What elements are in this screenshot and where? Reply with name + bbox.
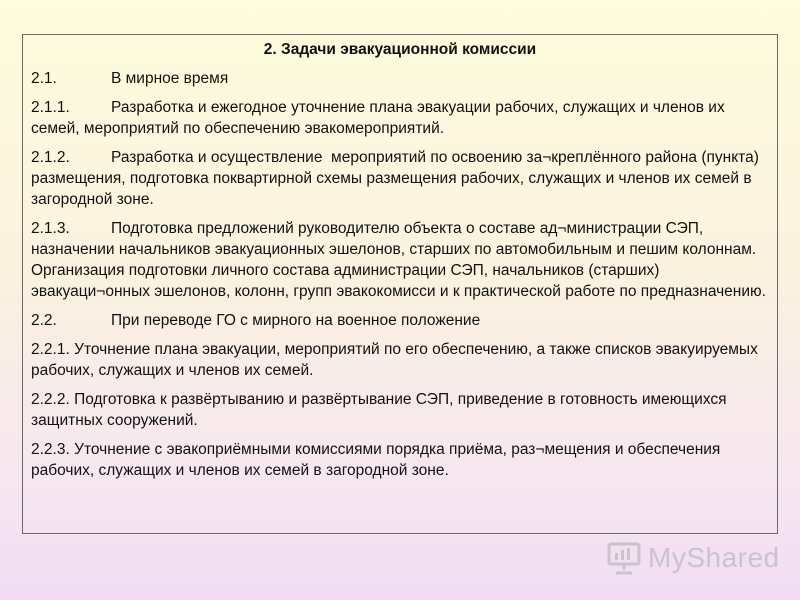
list-item xyxy=(31,97,769,139)
item-number: 2.2.2. xyxy=(31,391,70,408)
item-number: 2.1.3. xyxy=(31,220,70,237)
list-item xyxy=(31,147,769,210)
item-number: 2.1.1. xyxy=(31,99,70,116)
item-text: Подготовка предложений руководителю объекта о составе ад¬министрации СЭП, назначении начальников эвакуационных эшелонов, старших по автомобильным и пешим колоннам. Организация подготовки личного состава администрации СЭП, начальников (старших) эвакуаци¬онных эшелонов, колонн, групп эвакокомисси и к практической работе по предназначению. xyxy=(31,220,766,300)
list-item xyxy=(31,339,769,381)
item-number: 2.2.1. xyxy=(31,341,70,358)
document-title: 2. Задачи эвакуационной комиссии xyxy=(263,41,537,58)
logo-text: MyShared xyxy=(648,542,780,573)
list-item xyxy=(31,68,769,89)
item-text: Разработка и осуществление мероприятий по освоению за¬креплённого района (пункта) размещения, подготовка поквартирной схемы размещения рабочих, служащих и членов их семей в загородной зоне. xyxy=(31,149,764,208)
list-item xyxy=(31,439,769,481)
item-number: 2.2.3. xyxy=(31,441,70,458)
list-item xyxy=(31,389,769,431)
list-item xyxy=(31,310,769,331)
watermark-logo xyxy=(606,536,780,580)
item-number: 2.1.2. xyxy=(31,149,70,166)
item-text: Уточнение плана эвакуации, мероприятий по его обеспечению, а также списков эвакуируемых рабочих, служащих и членов их семей. xyxy=(31,341,758,379)
presentation-board-icon xyxy=(606,540,642,576)
item-number: 2.2. xyxy=(31,312,57,329)
item-text: Подготовка к развёртыванию и развёртывание СЭП, приведение в готовность имеющихся защитных сооружений. xyxy=(31,391,727,429)
item-number: 2.1. xyxy=(31,70,57,87)
item-text: Разработка и ежегодное уточнение плана эвакуации рабочих, служащих и членов их семей, мероприятий по обеспечению эвакомероприятий. xyxy=(31,99,725,137)
item-text: В мирное время xyxy=(111,70,229,87)
item-text: Уточнение с эвакоприёмными комиссиями порядка приёма, раз¬мещения и обеспечения рабочих, служащих и членов их семей в загородной зоне. xyxy=(31,441,721,479)
document-frame xyxy=(22,34,778,534)
item-text: При переводе ГО с мирного на военное положение xyxy=(111,312,481,329)
list-item xyxy=(31,218,769,302)
